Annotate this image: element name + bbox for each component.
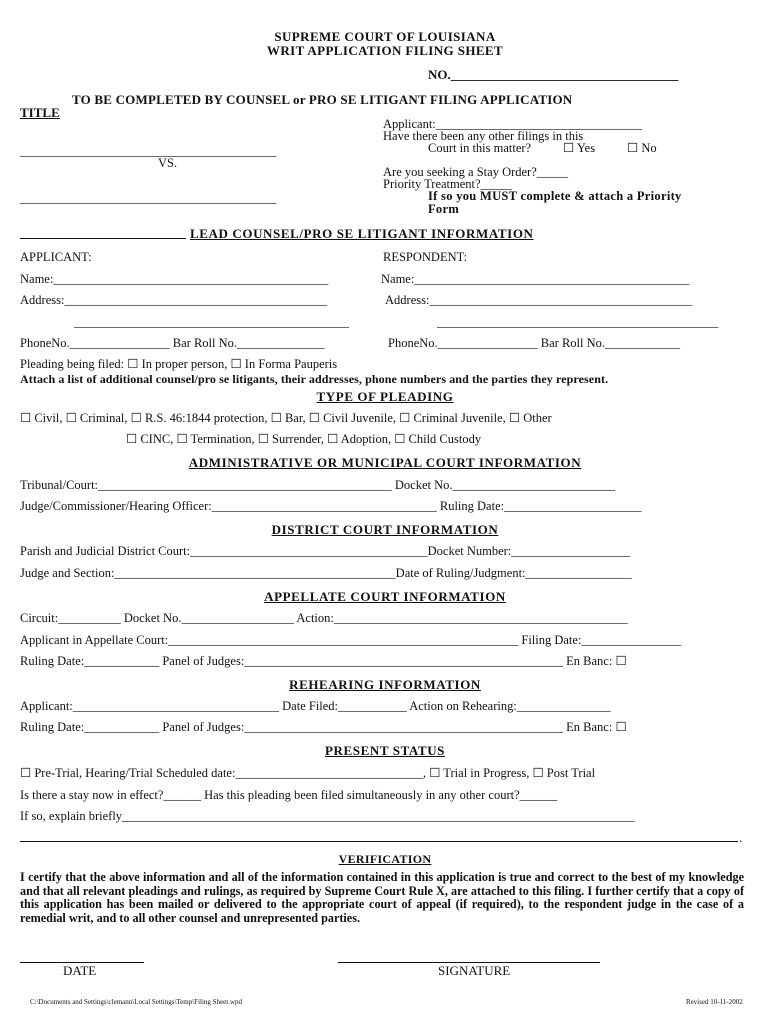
verification-heading: VERIFICATION — [338, 852, 432, 866]
respondent-phone-bar-field[interactable]: PhoneNo.________________ Bar Roll No.____________ — [388, 336, 681, 350]
application-number-field[interactable]: NO.___________________________________ — [428, 67, 679, 82]
stay-order-field[interactable]: Are you seeking a Stay Order?_____ — [383, 165, 569, 179]
admin-court-heading: ADMINISTRATIVE OR MUNICIPAL COURT INFORMATION — [188, 455, 582, 470]
pleading-filed-options[interactable]: Pleading being filed: ☐ In proper person, ☐ In Forma Pauperis — [20, 357, 338, 371]
explain-briefly-field[interactable]: If so, explain briefly__________________________________________________________________________________ — [20, 809, 635, 823]
hearing-officer-ruling-field[interactable]: Judge/Commissioner/Hearing Officer:____________________________________ Ruling Date:______________________ — [20, 499, 642, 513]
title-party-field-1[interactable]: _________________________________________ — [20, 144, 277, 158]
form-title-line1: SUPREME COURT OF LOUISIANA — [274, 29, 496, 44]
signature-label: SIGNATURE — [438, 963, 511, 978]
form-title-line2: WRIT APPLICATION FILING SHEET — [266, 43, 504, 58]
title-party-field-2[interactable]: _________________________________________ — [20, 191, 277, 205]
other-filings-no-checkbox[interactable]: ☐ No — [627, 141, 657, 155]
rehearing-heading: REHEARING INFORMATION — [289, 677, 481, 692]
applicant-address-field[interactable]: Address:__________________________________________ — [20, 293, 327, 307]
priority-treatment-field[interactable]: Priority Treatment?_____ — [383, 177, 512, 191]
applicant-field[interactable]: Applicant:_________________________________ — [383, 117, 643, 131]
applicant-address-line-2[interactable]: ____________________________________________ — [74, 315, 349, 329]
appellate-ruling-panel-field[interactable]: Ruling Date:____________ Panel of Judges:___________________________________________________ En Banc: ☐ — [20, 654, 627, 668]
stay-in-effect-field[interactable]: Is there a stay now in effect?______ Has this pleading been filed simultaneously in any other court?______ — [20, 788, 558, 802]
pleading-type-checkboxes-row2[interactable]: ☐ CINC, ☐ Termination, ☐ Surrender, ☐ Adoption, ☐ Child Custody — [126, 432, 482, 446]
judge-section-ruling-field[interactable]: Judge and Section:_____________________________________________Date of Ruling/Judgment:_________________ — [20, 566, 632, 580]
other-filings-question: Have there been any other filings in this — [383, 129, 584, 143]
versus-label: VS. — [158, 156, 178, 170]
pleading-type-checkboxes-row1[interactable]: ☐ Civil, ☐ Criminal, ☐ R.S. 46:1844 protection, ☐ Bar, ☐ Civil Juvenile, ☐ Criminal Juvenile, ☐ Other — [20, 411, 552, 425]
applicant-phone-bar-field[interactable]: PhoneNo.________________ Bar Roll No.______________ — [20, 336, 325, 350]
appellate-applicant-filing-field[interactable]: Applicant in Appellate Court:________________________________________________________ Filing Date:________________ — [20, 633, 682, 647]
trial-status-options[interactable]: ☐ Pre-Trial, Hearing/Trial Scheduled date:______________________________, ☐ Trial in Progress, ☐ Post Trial — [20, 766, 596, 780]
respondent-column-label: RESPONDENT: — [383, 250, 468, 264]
type-of-pleading-heading: TYPE OF PLEADING — [316, 389, 454, 404]
file-path-footer: C:\Documents and Settings\clemann\Local Settings\Temp\Filing Sheet.wpd — [30, 998, 243, 1006]
other-filings-yes-checkbox[interactable]: ☐ Yes — [563, 141, 596, 155]
rehearing-ruling-panel-field[interactable]: Ruling Date:____________ Panel of Judges:___________________________________________________ En Banc: ☐ — [20, 720, 627, 734]
applicant-name-field[interactable]: Name:____________________________________________ — [20, 272, 329, 286]
title-label: TITLE — [20, 105, 60, 120]
circuit-docket-action-field[interactable]: Circuit:__________ Docket No.__________________ Action:_______________________________________________ — [20, 611, 628, 625]
verification-text: I certify that the above information and all of the information contained in this application is true and correct to the best of my knowledge and that all relevant pleadings and rulings, as required by Supreme Court Rule X, are attached to this filing. I further certify that a copy of this application has been mailed or delivered to the appropriate court of appeal (if required), to the respondent judge in the case of a remedial writ, and to all other counsel and unrepresented parties. — [20, 870, 744, 925]
section-rule — [20, 238, 186, 239]
attach-instruction: Attach a list of additional counsel/pro se litigants, their addresses, phone numbers and the parties they represent. — [20, 372, 609, 386]
lead-counsel-heading: LEAD COUNSEL/PRO SE LITIGANT INFORMATION — [190, 226, 534, 241]
rehearing-applicant-field[interactable]: Applicant:_________________________________ Date Filed:___________ Action on Rehearing:_______________ — [20, 699, 611, 713]
district-court-heading: DISTRICT COURT INFORMATION — [271, 522, 499, 537]
present-status-heading: PRESENT STATUS — [324, 743, 446, 758]
parish-docket-field[interactable]: Parish and Judicial District Court:______________________________________Docket Number:___________________ — [20, 544, 631, 558]
other-filings-question-2: Court in this matter? — [428, 141, 532, 155]
revision-date-footer: Revised 10-11-2002 — [686, 998, 743, 1006]
appellate-court-heading: APPELLATE COURT INFORMATION — [264, 589, 506, 604]
date-label: DATE — [63, 963, 97, 978]
applicant-column-label: APPLICANT: — [20, 250, 92, 264]
priority-note-2: Form — [428, 202, 460, 216]
respondent-address-field[interactable]: Address:__________________________________________ — [385, 293, 692, 307]
priority-note: If so you MUST complete & attach a Priority — [428, 189, 682, 203]
respondent-name-field[interactable]: Name:____________________________________________ — [381, 272, 690, 286]
respondent-address-line-2[interactable]: _____________________________________________ — [437, 315, 719, 329]
tribunal-docket-field[interactable]: Tribunal/Court:_______________________________________________ Docket No.__________________________ — [20, 478, 616, 492]
explain-line-2[interactable] — [20, 841, 738, 842]
explain-period: . — [739, 831, 743, 845]
instruction-heading: TO BE COMPLETED BY COUNSEL or PRO SE LITIGANT FILING APPLICATION — [72, 92, 573, 107]
